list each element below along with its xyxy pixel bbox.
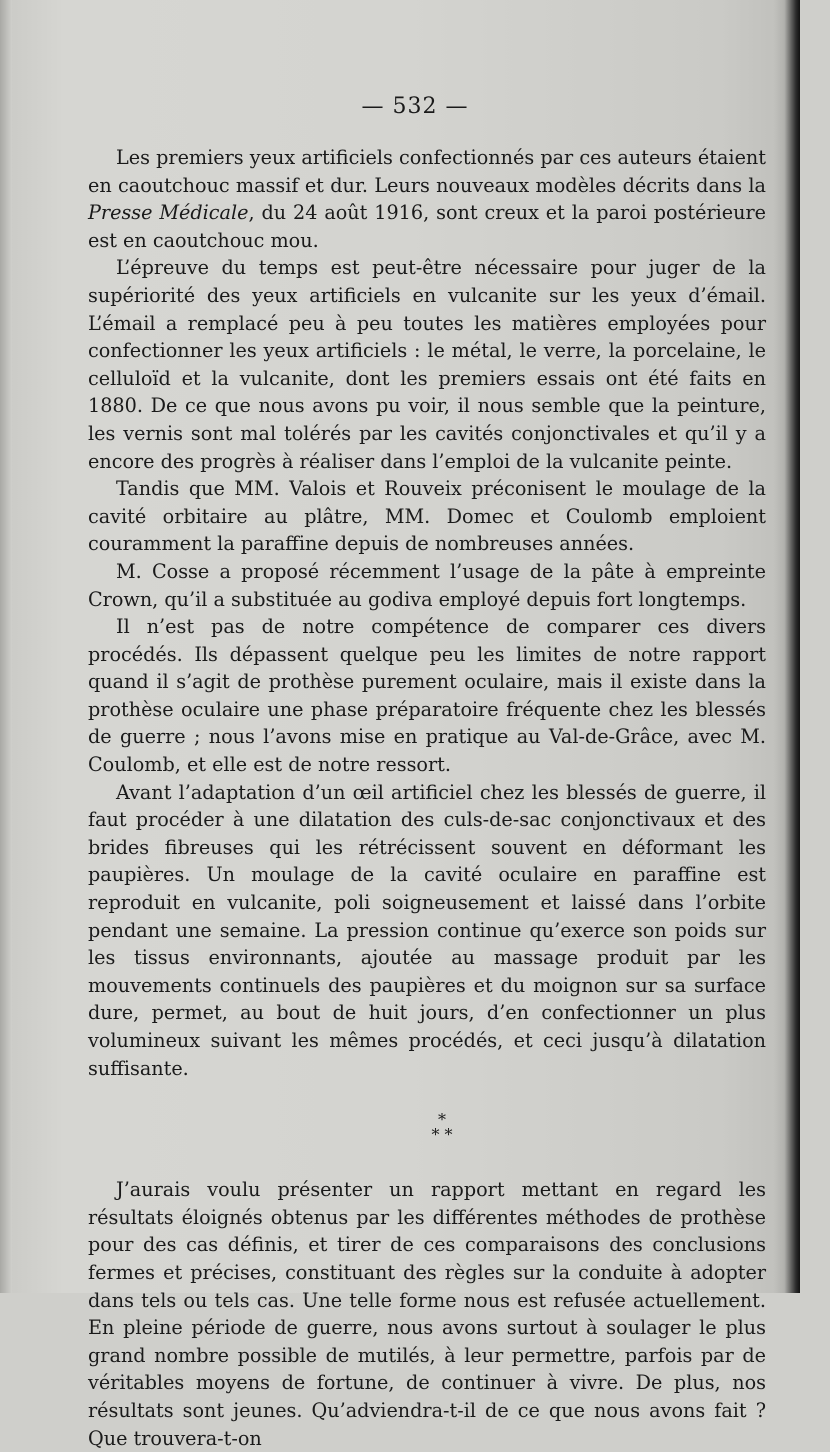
section-asterism	[88, 1110, 766, 1145]
journal-title-italic: Presse Médicale	[88, 201, 249, 225]
paragraph-4: M. Cosse a proposé récemment l’usage de la pâte à empreinte Crown, qu’il a substituée au godiva employé depuis fort longtemps.	[88, 559, 766, 611]
paragraph-1	[88, 144, 766, 254]
paragraph-1-text-start: Les premiers yeux artificiels confectionnés par ces auteurs étaient en caoutchouc massif et dur. Leurs nouveaux modèles décrits dans la	[88, 146, 766, 197]
paragraph-3: Tandis que MM. Valois et Rouveix préconisent le moulage de la cavité orbitaire au plâtre, MM. Domec et Coulomb emploient couramment la paraffine depuis de nombreuses années.	[88, 477, 766, 556]
page-binding-shadow	[774, 0, 800, 1293]
paragraph-7: J’aurais voulu présenter un rapport mettant en regard les résultats éloignés obtenus par les différentes méthodes de prothèse pour des cas définis, et tirer de ces comparaisons des conclusions fermes et précises, constituant des règles sur la conduite à adopter dans tels ou tels cas. Une telle forme nous est refusée actuellement. En pleine période de guerre, nous avons surtout à soulager le plus grand nombre possible de mutilés, à leur permettre, parfois par de véritables moyens de fortune, de continuer à vivre. De plus, nos résultats sont jeunes. Qu’adviendra-t-il de ce que nous avons fait ? Que trouvera-t-on	[88, 1178, 766, 1450]
page-number: — 532 —	[361, 94, 469, 119]
asterism-top: *	[438, 1110, 446, 1130]
paragraph-6: Avant l’adaptation d’un œil artificiel chez les blessés de guerre, il faut procéder à une dilatation des culs-de-sac conjonctivaux et des brides fibreuses qui les rétrécissent souvent en déformant les paupières. Un moulage de la cavité oculaire en paraffine est reproduit en vulcanite, poli soigneusement et laissé dans l’orbite pendant une semaine. La pression continue qu’exerce son poids sur les tissus environnants, ajoutée au massage produit par les mouvements continuels des paupières et du moignon sur sa surface dure, permet, au bout de huit jours, d’en confectionner un plus volumineux suivant les mêmes procédés, et ceci jusqu’à dilatation suffisante.	[88, 780, 766, 1080]
body-text	[88, 144, 766, 1452]
asterism-bottom: * *	[431, 1125, 453, 1145]
paragraph-5: Il n’est pas de notre compétence de comparer ces divers procédés. Ils dépassent quelque peu les limites de notre rapport quand il s’agit de prothèse purement oculaire, mais il existe dans la prothèse oculaire une phase préparatoire fréquente chez les blessés de guerre ; nous l’avons mise en pratique au Val-de-Grâce, avec M. Coulomb, et elle est de notre ressort.	[88, 615, 766, 777]
paragraph-2: L’épreuve du temps est peut-être nécessaire pour juger de la supériorité des yeux artificiels en vulcanite sur les yeux d’émail. L’émail a remplacé peu à peu toutes les matières employées pour confectionner les yeux artificiels : le métal, le verre, la porcelaine, le celluloïd et la vulcanite, dont les premiers essais ont été faits en 1880. De ce que nous avons pu voir, il nous semble que la peinture, les vernis sont mal tolérés par les cavités conjonctivales et qu’il y a encore des progrès à réaliser dans l’emploi de la vulcanite peinte.	[88, 256, 766, 473]
paragraph-1-text-end: , du 24 août 1916, sont creux et la paroi postérieure est en caoutchouc mou.	[88, 201, 766, 252]
page-left-shadow	[0, 0, 12, 1293]
